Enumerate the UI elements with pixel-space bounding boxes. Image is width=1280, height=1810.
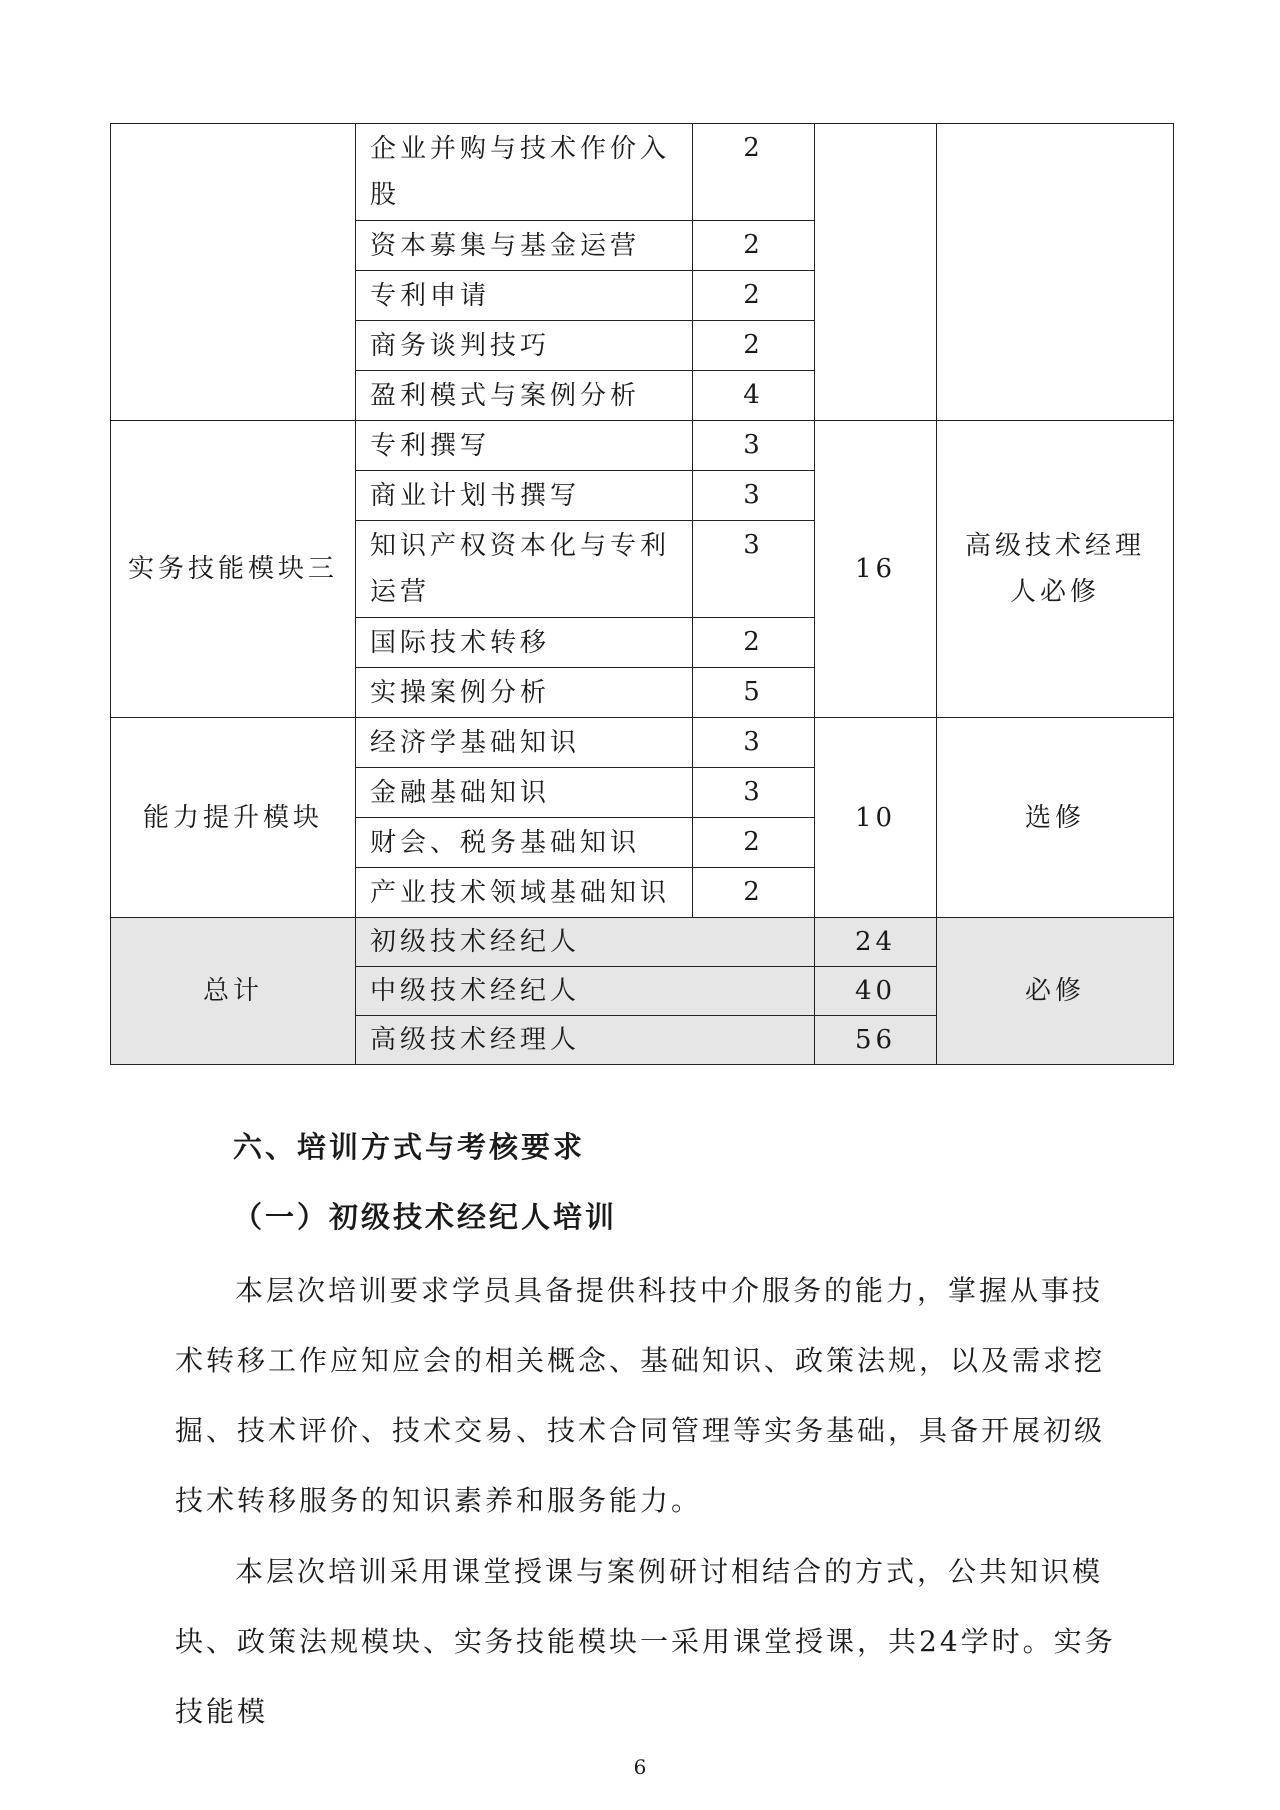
course-name: 金融基础知识: [356, 768, 693, 818]
curriculum-table: [110, 123, 1174, 1065]
level-hours: 56: [815, 1016, 937, 1065]
table-row: [111, 718, 1174, 768]
course-name: 专利申请: [356, 271, 693, 321]
module-cell-continued: [111, 124, 356, 421]
body-paragraph: 本层次培训要求学员具备提供科技中介服务的能力，掌握从事技术转移工作应知应会的相关概念、基础知识、政策法规，以及需求挖掘、技术评价、技术交易、技术合同管理等实务基础，具备开展初级技术转移服务的知识素养和服务能力。: [175, 1274, 1106, 1517]
course-name: 盈利模式与案例分析: [356, 371, 693, 421]
level-name: 高级技术经理人: [356, 1016, 815, 1065]
course-hours: 3: [693, 421, 815, 471]
course-hours: 3: [693, 718, 815, 768]
course-hours: 3: [693, 471, 815, 521]
level-hours: 40: [815, 967, 937, 1016]
table-row: [111, 421, 1174, 471]
body-paragraph: 本层次培训采用课堂授课与案例研讨相结合的方式，公共知识模块、政策法规模块、实务技能模块一采用课堂授课，共24学时。实务技能模: [175, 1555, 1116, 1728]
page-number: 6: [633, 1755, 647, 1779]
course-hours: 2: [693, 321, 815, 371]
requirement-text: 高级技术经理人必修: [964, 531, 1145, 607]
summary-label: 总计: [111, 918, 356, 1065]
module-requirement: 选修: [937, 718, 1174, 918]
course-hours: 4: [693, 371, 815, 421]
level-name: 初级技术经纪人: [356, 918, 815, 967]
module-name: 能力提升模块: [111, 718, 356, 918]
course-hours: 5: [693, 668, 815, 718]
subsection-title: （一）初级技术经纪人培训: [233, 1200, 618, 1234]
course-hours: 2: [693, 818, 815, 868]
table-row: [111, 124, 1174, 221]
course-hours: 2: [693, 124, 815, 221]
module-name: 实务技能模块三: [111, 421, 356, 718]
course-hours: 3: [693, 521, 815, 618]
course-hours: 2: [693, 221, 815, 271]
course-name: 国际技术转移: [356, 618, 693, 668]
course-name: 企业并购与技术作价入股: [356, 124, 693, 221]
course-name: 实操案例分析: [356, 668, 693, 718]
module-requirement: [937, 421, 1174, 718]
module-total-hours: 10: [815, 718, 937, 918]
course-hours: 2: [693, 271, 815, 321]
table-row: [111, 918, 1174, 967]
course-name: 商务谈判技巧: [356, 321, 693, 371]
module-total-continued: [815, 124, 937, 421]
course-name: 知识产权资本化与专利运营: [356, 521, 693, 618]
course-name: 产业技术领域基础知识: [356, 868, 693, 918]
summary-requirement: 必修: [937, 918, 1174, 1065]
course-name: 经济学基础知识: [356, 718, 693, 768]
level-hours: 24: [815, 918, 937, 967]
course-name: 资本募集与基金运营: [356, 221, 693, 271]
course-name: 财会、税务基础知识: [356, 818, 693, 868]
course-hours: 2: [693, 618, 815, 668]
section-title: 六、培训方式与考核要求: [233, 1130, 586, 1164]
module-requirement-continued: [937, 124, 1174, 421]
course-hours: 3: [693, 768, 815, 818]
course-name: 商业计划书撰写: [356, 471, 693, 521]
level-name: 中级技术经纪人: [356, 967, 815, 1016]
course-hours: 2: [693, 868, 815, 918]
course-name: 专利撰写: [356, 421, 693, 471]
module-total-hours: 16: [815, 421, 937, 718]
